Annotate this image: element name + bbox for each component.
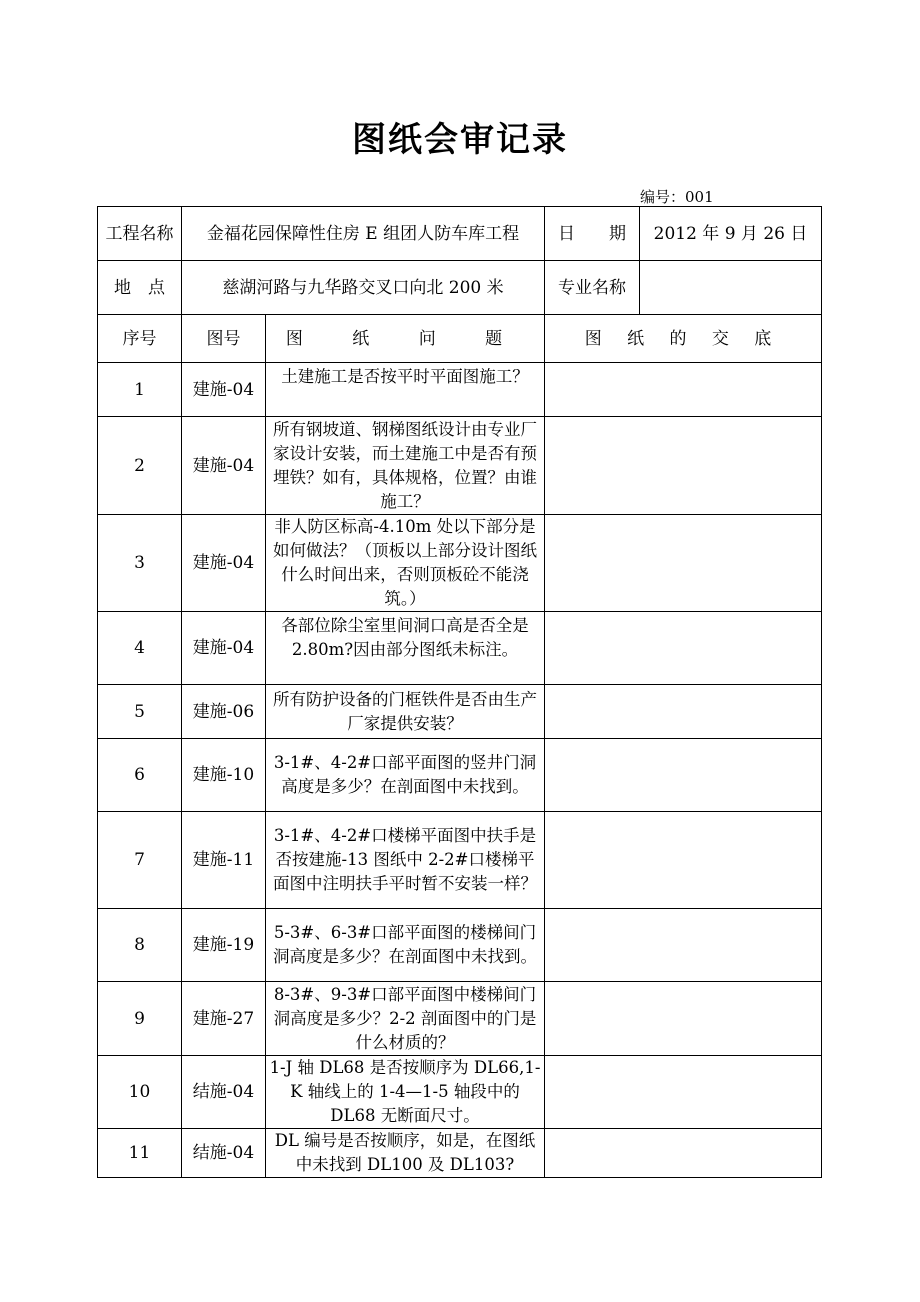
- row-drawing: 建施-11: [182, 812, 266, 909]
- review-record-table: [97, 206, 822, 1178]
- project-value: 金福花园保障性住房 E 组团人防车库工程: [182, 207, 545, 261]
- row-drawing: 建施-10: [182, 739, 266, 812]
- row-drawing: 建施-04: [182, 612, 266, 685]
- row-question: 所有钢坡道、钢梯图纸设计由专业厂家设计安装，而土建施工中是否有预埋铁？如有，具体规格，位置？由谁施工？: [266, 417, 545, 515]
- header-row: [98, 315, 822, 363]
- row-answer: [545, 1056, 822, 1129]
- row-seq: 8: [98, 909, 182, 982]
- table-row: [98, 612, 822, 685]
- specialty-value: [640, 261, 822, 315]
- location-row: [98, 261, 822, 315]
- row-answer: [545, 982, 822, 1056]
- row-question: DL 编号是否按顺序，如是，在图纸中未找到 DL100 及 DL103?: [266, 1129, 545, 1178]
- row-question: 3-1#、4-2#口楼梯平面图中扶手是否按建施-13 图纸中 2-2#口楼梯平面图中注明扶手平时暂不安装一样？: [266, 812, 545, 909]
- table-row: [98, 739, 822, 812]
- location-label: 地 点: [98, 261, 182, 315]
- row-question: 3-1#、4-2#口部平面图的竖井门洞高度是多少？在剖面图中未找到。: [266, 739, 545, 812]
- row-drawing: 建施-19: [182, 909, 266, 982]
- table-row: [98, 685, 822, 739]
- row-drawing: 结施-04: [182, 1056, 266, 1129]
- row-drawing: 建施-06: [182, 685, 266, 739]
- table-row: [98, 982, 822, 1056]
- header-drawing-no: 图号: [182, 315, 266, 363]
- header-question: 图 纸 问 题: [266, 315, 545, 363]
- row-question: 非人防区标高-4.10m 处以下部分是如何做法？（顶板以上部分设计图纸什么时间出来，否则顶板砼不能浇筑。）: [266, 515, 545, 612]
- row-drawing: 建施-27: [182, 982, 266, 1056]
- date-value: 2012 年 9 月 26 日: [640, 207, 822, 261]
- row-answer: [545, 812, 822, 909]
- row-answer: [545, 909, 822, 982]
- row-question: 所有防护设备的门框铁件是否由生产厂家提供安装？: [266, 685, 545, 739]
- row-seq: 11: [98, 1129, 182, 1178]
- row-question: 土建施工是否按平时平面图施工？: [266, 363, 545, 417]
- row-drawing: 结施-04: [182, 1129, 266, 1178]
- row-drawing: 建施-04: [182, 515, 266, 612]
- row-answer: [545, 417, 822, 515]
- row-seq: 1: [98, 363, 182, 417]
- row-seq: 5: [98, 685, 182, 739]
- row-drawing: 建施-04: [182, 417, 266, 515]
- row-answer: [545, 612, 822, 685]
- row-question: 8-3#、9-3#口部平面图中楼梯间门洞高度是多少？2-2 剖面图中的门是什么材质的？: [266, 982, 545, 1056]
- document-title: 图纸会审记录: [352, 120, 568, 160]
- row-seq: 3: [98, 515, 182, 612]
- row-answer: [545, 685, 822, 739]
- row-seq: 9: [98, 982, 182, 1056]
- row-answer: [545, 363, 822, 417]
- row-answer: [545, 515, 822, 612]
- row-drawing: 建施-04: [182, 363, 266, 417]
- row-answer: [545, 739, 822, 812]
- row-seq: 6: [98, 739, 182, 812]
- document-number: 编号：001: [640, 188, 714, 206]
- project-label: 工程名称: [98, 207, 182, 261]
- table-row: [98, 363, 822, 417]
- table-row: [98, 417, 822, 515]
- table-row: [98, 909, 822, 982]
- row-answer: [545, 1129, 822, 1178]
- location-value: 慈湖河路与九华路交叉口向北 200 米: [182, 261, 545, 315]
- table-row: [98, 515, 822, 612]
- row-seq: 7: [98, 812, 182, 909]
- table-row: [98, 1129, 822, 1178]
- row-seq: 4: [98, 612, 182, 685]
- header-seq: 序号: [98, 315, 182, 363]
- row-question: 1-J 轴 DL68 是否按顺序为 DL66,1-K 轴线上的 1-4—1-5 轴段中的 DL68 无断面尺寸。: [266, 1056, 545, 1129]
- table-row: [98, 1056, 822, 1129]
- row-question: 各部位除尘室里间洞口高是否全是 2.80m?因由部分图纸未标注。: [266, 612, 545, 685]
- row-question: 5-3#、6-3#口部平面图的楼梯间门洞高度是多少？在剖面图中未找到。: [266, 909, 545, 982]
- date-label: 日 期: [545, 207, 640, 261]
- specialty-label: 专业名称: [545, 261, 640, 315]
- table-row: [98, 812, 822, 909]
- project-row: [98, 207, 822, 261]
- row-seq: 10: [98, 1056, 182, 1129]
- row-seq: 2: [98, 417, 182, 515]
- header-answer: 图 纸 的 交 底: [545, 315, 822, 363]
